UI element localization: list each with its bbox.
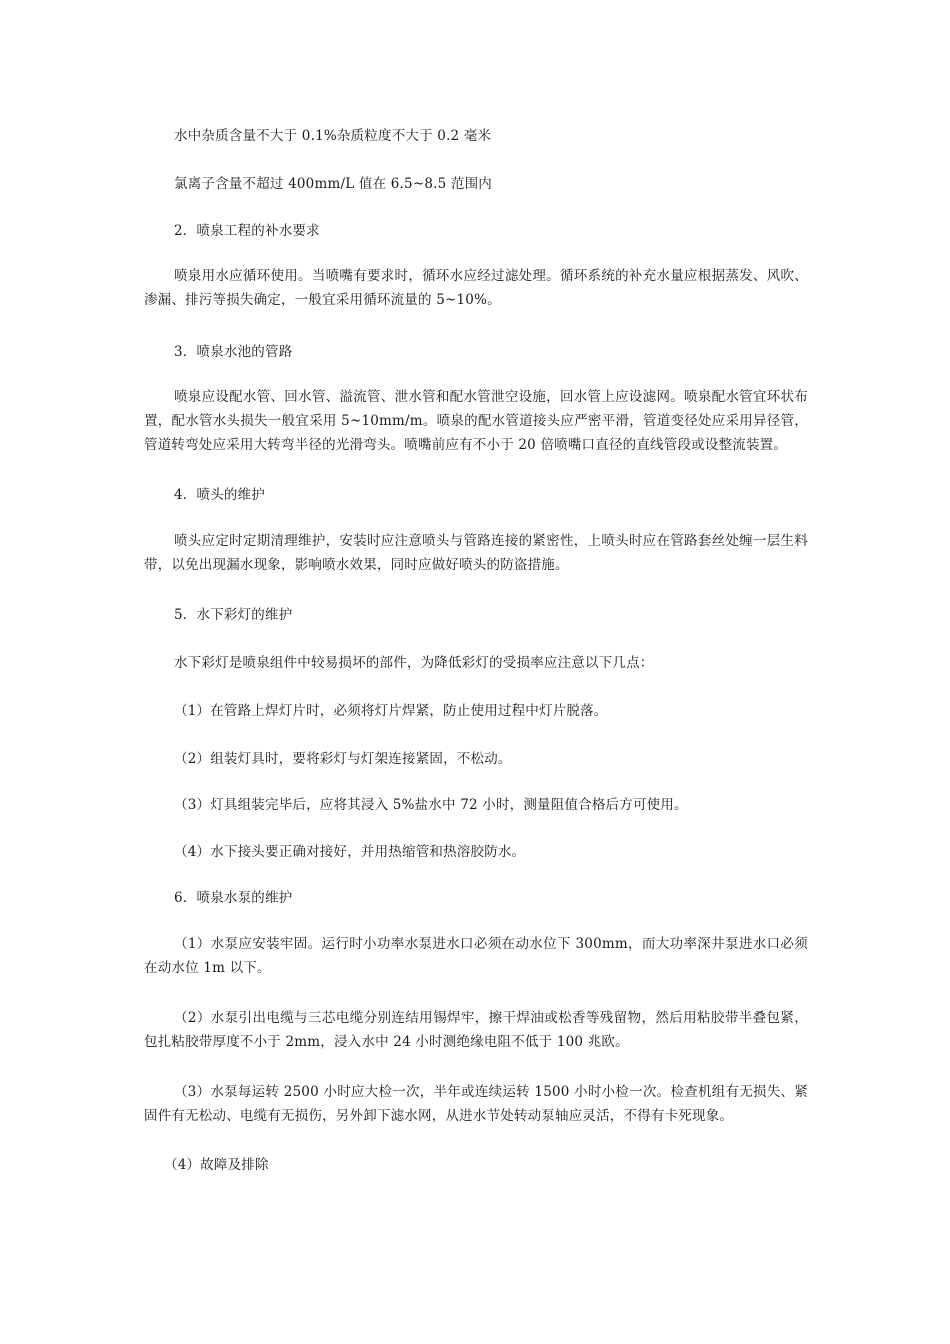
section-heading-5: 5．水下彩灯的维护 <box>174 607 293 623</box>
paragraph-makeup-water: 喷泉用水应循环使用。当喷嘴有要求时，循环水应经过滤处理。循环系统的补充水量应根据蒸发、风吹、渗漏、排污等损失确定，一般宜采用循环流量的 5~10%。 <box>144 268 808 308</box>
pump-item-3: （3）水泵每运转 2500 小时应大检一次，半年或连续运转 1500 小时小检一次。检查机组有无损失、紧固件有无松动、电缆有无损伤，另外卸下滤水网，从进水节处转动泵轴应灵活，不得有卡死现象。 <box>144 1084 808 1124</box>
paragraph-lights-intro: 水下彩灯是喷泉组件中较易损坏的部件，为降低彩灯的受损率应注意以下几点： <box>174 655 654 671</box>
pump-heading-4: （4）故障及排除 <box>164 1157 269 1173</box>
paragraph-pipelines: 喷泉应设配水管、回水管、溢流管、泄水管和配水管泄空设施，回水管上应设滤网。喷泉配水管宜环状布置，配水管水头损失一般宜采用 5~10mm/m。喷泉的配水管道接头应严密平滑，管道变径处应采用异径管，管道转弯处应采用大转弯半径的光滑弯头。喷嘴前应有不小于 20 倍喷嘴口直径的直线管段或设整流装置。 <box>144 389 808 453</box>
lights-item-2: （2）组装灯具时，要将彩灯与灯架连接紧固，不松动。 <box>174 751 512 767</box>
section-heading-2: 2．喷泉工程的补水要求 <box>174 223 320 239</box>
chloride-line: 氯离子含量不超过 400mm/L 值在 6.5~8.5 范围内 <box>174 176 492 192</box>
lights-item-1: （1）在管路上焊灯片时，必须将灯片焊紧，防止使用过程中灯片脱落。 <box>174 703 608 719</box>
section-heading-6: 6．喷泉水泵的维护 <box>174 890 293 906</box>
lights-item-3: （3）灯具组装完毕后，应将其浸入 5%盐水中 72 小时，测量阻值合格后方可使用。 <box>174 797 688 813</box>
section-heading-3: 3．喷泉水池的管路 <box>174 344 293 360</box>
section-heading-4: 4．喷头的维护 <box>174 487 265 503</box>
paragraph-nozzle-maintenance: 喷头应定时定期清理维护，安装时应注意喷头与管路连接的紧密性，上喷头时应在管路套丝处缠一层生料带，以免出现漏水现象，影响喷水效果，同时应做好喷头的防盗措施。 <box>144 533 808 573</box>
impurity-line: 水中杂质含量不大于 0.1%杂质粒度不大于 0.2 毫米 <box>174 128 492 144</box>
pump-item-1: （1）水泵应安装牢固。运行时小功率水泵进水口必须在动水位下 300mm，而大功率深井泵进水口必须在动水位 1m 以下。 <box>144 936 808 976</box>
pump-item-2: （2）水泵引出电缆与三芯电缆分别连结用锡焊牢，擦干焊油或松香等残留物，然后用粘胶带半叠包紧，包扎粘胶带厚度不小于 2mm，浸入水中 24 小时测绝缘电阻不低于 100 兆欧。 <box>144 1010 808 1050</box>
lights-item-4: （4）水下接头要正确对接好，并用热缩管和热溶胶防水。 <box>174 844 526 860</box>
